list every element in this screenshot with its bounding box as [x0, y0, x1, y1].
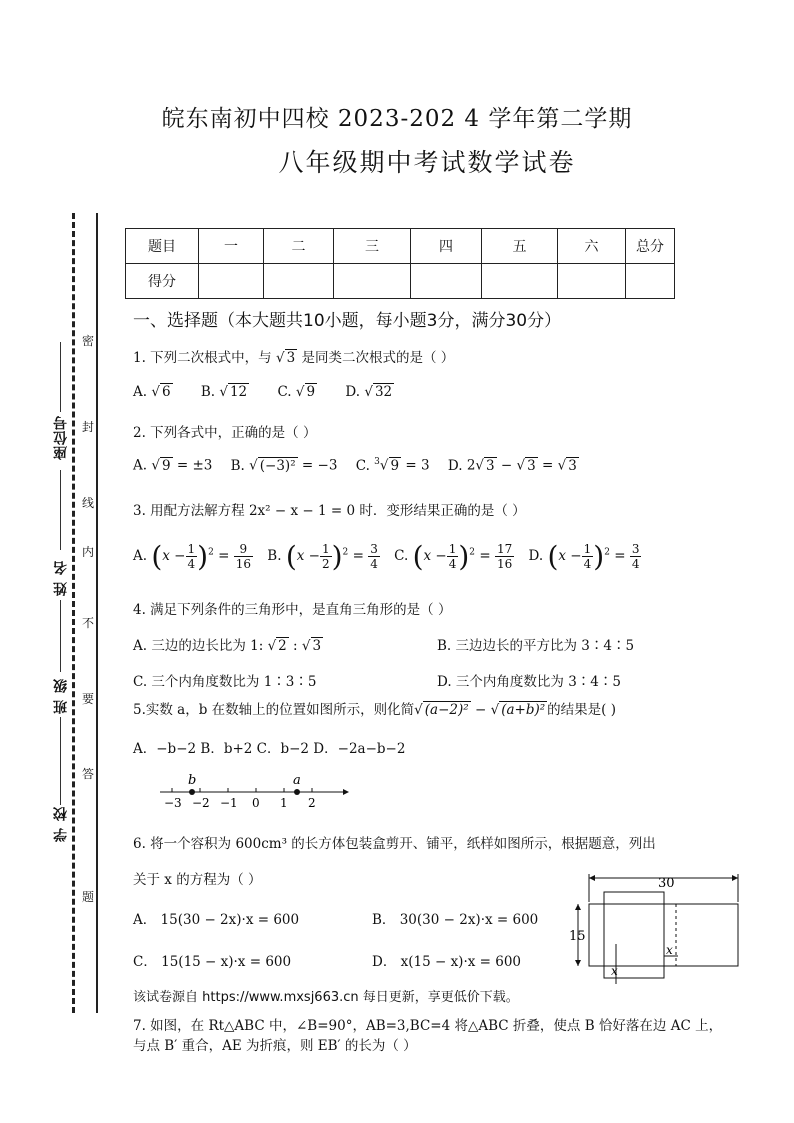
point-b-label: b [188, 773, 197, 788]
score-cell: 一 [199, 229, 264, 264]
q6-option-b: B． 30(30 − 2x)·x = 600 [372, 912, 539, 928]
q5-options: A．−b−2 B．b+2 C．b−2 D．−2a−b−2 [133, 741, 406, 757]
binding-dashed-line [72, 213, 75, 1013]
name-label: 姓 名 [53, 560, 69, 596]
class-blank-line [60, 600, 61, 672]
q3-a-frac [186, 542, 198, 571]
x-label-bottom: x [611, 964, 618, 978]
q2-option-d-eq: = [537, 457, 558, 474]
q4-option-a: A. 三边的边长比为 1: √ 2 : √ 3 [133, 638, 322, 654]
number-line-ticks [164, 788, 316, 810]
section-heading: 一、选择题（本大题共10小题，每小题3分，满分30分） [133, 311, 562, 331]
q4-option-a-rad1: 2 [278, 638, 287, 654]
q2-option-c-label: C. [355, 457, 370, 474]
question-7-line1: 7. 如图，在 Rt△ABC 中，∠B=90°，AB=3,BC=4 将△ABC 折叠，使点 B 恰好落在边 AC 上， [133, 1018, 723, 1034]
q1-option-a-value: 6 [161, 384, 171, 400]
q3-a-eq: = [218, 548, 230, 564]
q3-a-num: 1 [187, 542, 196, 556]
q3-x-minus: x − [558, 548, 582, 564]
q3-a-rd: 16 [235, 557, 251, 571]
q2-option-a-rad: 9 [161, 457, 171, 474]
q3-d-rd: 4 [631, 557, 640, 571]
box-net-figure [566, 872, 756, 997]
question-2: 2. 下列各式中，正确的是（ ） [133, 425, 317, 441]
axis-tick-label: −3 [164, 796, 182, 810]
binding-solid-line [96, 213, 98, 1013]
x-label-right: x [666, 943, 673, 957]
q5-stem-b: 的结果是( ) [547, 702, 616, 718]
seal-char-xian: 线 [82, 496, 95, 510]
q2-option-d-rad2: 3 [527, 457, 536, 474]
score-cell: 题目 [126, 229, 199, 264]
axis-tick-label: 0 [252, 796, 260, 810]
q3-b-den: 2 [321, 557, 330, 571]
q3-d-num: 1 [583, 542, 592, 556]
score-input-cell[interactable] [626, 264, 675, 299]
q4-option-b: B. 三边边长的平方比为 3∶4∶5 [437, 638, 635, 654]
q2-option-a-rest: = ±3 [172, 457, 213, 474]
question-5: 5.实数 a，b 在数轴上的位置如图所示，则化简√ (a−2)² − √ (a+b)² 的结果是( ) [133, 702, 616, 718]
score-cell: 六 [558, 229, 626, 264]
q4-option-a-text: A. 三边的边长比为 1: [133, 638, 268, 654]
question-7-line2: 与点 B′ 重合，AE 为折痕，则 EB′ 的长为（ ） [133, 1038, 417, 1054]
q3-x-minus: x − [423, 548, 447, 564]
height-label-15: 15 [569, 929, 586, 944]
q3-c-sq: 2 [469, 547, 476, 558]
q3-x-minus: x − [162, 548, 186, 564]
q2-option-d-minus: − [496, 457, 517, 474]
q2-option-d-coef: 2 [466, 457, 476, 474]
q5-minus: − [470, 702, 491, 718]
q2-option-d-label: D. [447, 457, 463, 474]
q2-option-b-label: B. [230, 457, 245, 474]
seal-char-yao: 要 [82, 692, 95, 706]
q6-option-d: D． x(15 − x)·x = 600 [372, 954, 522, 970]
q3-c-frac [447, 542, 459, 571]
q1-option-b-value: 12 [229, 384, 248, 400]
q4-option-d: D. 三个内角度数比为 3∶4∶5 [437, 674, 621, 690]
q3-d-rn: 3 [631, 542, 640, 556]
q2-option-b-rad: (−3)² [259, 457, 296, 474]
q1-option-b-label: B. [200, 384, 216, 400]
q1-option-a-label: A. [133, 384, 148, 400]
score-input-cell[interactable] [264, 264, 334, 299]
name-blank-line [60, 470, 61, 550]
school-term-title: 皖东南初中四校 2023-202 4 学年第二学期 [161, 106, 633, 132]
sqrt-symbol: √ [275, 350, 285, 366]
seal-char-mi: 密 [82, 334, 95, 348]
q3-a-rhs [234, 542, 253, 571]
q3-option-b-label: B. [267, 548, 282, 564]
q6-option-a: A． 15(30 − 2x)·x = 600 [133, 912, 300, 928]
q3-option-c-label: C. [394, 548, 409, 564]
width-label-30: 30 [658, 876, 675, 891]
q4-option-a-rad2: 3 [312, 638, 322, 654]
q3-option-a-label: A. [133, 548, 148, 564]
q2-option-a-label: A. [133, 457, 148, 474]
q5-rad2: (a+b)² [501, 702, 546, 718]
q2-option-c-index: 3 [374, 457, 380, 467]
score-cell: 得分 [126, 264, 199, 299]
school-blank-line [60, 717, 61, 805]
seal-char-ti: 题 [82, 890, 95, 904]
point-a-label: a [293, 773, 301, 788]
seat-number-label: 座位号 [53, 415, 69, 460]
q3-c-eq: = [479, 548, 491, 564]
score-cell: 总分 [626, 229, 675, 264]
q6-option-c: C． 15(15 − x)·x = 600 [133, 954, 292, 970]
q3-option-d-label: D. [528, 548, 544, 564]
seal-char-bu: 不 [82, 616, 95, 630]
score-input-cell[interactable] [334, 264, 411, 299]
class-label: 班 级 [53, 678, 69, 714]
q3-c-num: 1 [448, 542, 457, 556]
score-cell: 二 [264, 229, 334, 264]
axis-tick-label: −2 [192, 796, 210, 810]
exam-title [0, 143, 794, 179]
q3-d-sq: 2 [604, 547, 610, 558]
score-table [125, 228, 675, 299]
score-cell: 五 [482, 229, 558, 264]
point-b-dot [189, 789, 195, 795]
q2-option-b-rest: = −3 [297, 457, 338, 474]
q3-a-rn: 9 [234, 542, 253, 557]
axis-tick-label: −1 [220, 796, 238, 810]
q3-c-rd: 16 [496, 557, 513, 571]
q3-a-den: 4 [187, 557, 196, 571]
score-input-cell[interactable] [199, 264, 264, 299]
question-3: 3. 用配方法解方程 2x² − x − 1 = 0 时．变形结果正确的是（ ） [133, 503, 526, 519]
q3-x-minus: x − [296, 548, 320, 564]
q4-option-c: C. 三个内角度数比为 1∶3∶5 [133, 674, 317, 690]
q2-option-d-rad3: 3 [568, 457, 577, 474]
q1-stem-b: 是同类二次根式的是（ ） [301, 350, 455, 366]
q1-radicand: 3 [286, 350, 296, 366]
q2-option-c-rad: 9 [390, 457, 400, 474]
number-line-arrow [343, 789, 349, 795]
score-input-cell[interactable] [482, 264, 558, 299]
q1-option-d-value: 32 [374, 384, 393, 400]
q3-b-sq: 2 [342, 547, 349, 558]
q3-b-frac [320, 542, 332, 571]
question-6-line2: 关于 x 的方程为（ ） [133, 872, 262, 888]
q3-d-rhs [630, 542, 642, 571]
q3-b-rd: 4 [370, 557, 378, 571]
source-site-line: 该试卷源自 https://www.mxsj663.cn 每日更新，享更低价下载。 [133, 990, 519, 1005]
score-cell: 四 [411, 229, 482, 264]
q4-option-a-sep: : [288, 638, 302, 654]
exam-title-text: 八年级期中考试数学试卷 [278, 148, 576, 177]
number-line-figure [155, 770, 350, 812]
q3-c-rn: 17 [496, 542, 513, 556]
q3-d-den: 4 [583, 557, 592, 571]
point-a-dot [294, 789, 300, 795]
question-4: 4. 满足下列条件的三角形中，是直角三角形的是（ ） [133, 602, 452, 618]
axis-tick-label: 2 [308, 796, 316, 810]
score-cell: 三 [334, 229, 411, 264]
q2-option-c-rest: = 3 [401, 457, 430, 474]
q1-stem-a: 1. 下列二次根式中，与 [133, 350, 272, 366]
seal-char-feng: 封 [82, 420, 95, 434]
q3-b-eq: = [352, 548, 364, 564]
question-6: 6. 将一个容积为 600cm³ 的长方体包装盒剪开、铺平，纸样如图所示，根据题意，列出 [133, 836, 656, 852]
q3-a-sq: 2 [208, 547, 214, 558]
q2-option-d-rad1: 3 [486, 457, 495, 474]
seat-blank-line [60, 342, 61, 412]
q5-stem-a: 5.实数 a，b 在数轴上的位置如图所示，则化简 [133, 702, 415, 718]
score-input-cell[interactable] [411, 264, 482, 299]
seal-char-nei: 内 [82, 545, 95, 559]
seal-char-da: 答 [82, 767, 95, 781]
q3-b-rhs [368, 542, 380, 571]
axis-tick-label: 1 [280, 796, 288, 810]
score-table-score-row [126, 264, 675, 299]
score-table-header-row [126, 229, 675, 264]
q3-b-rn: 3 [370, 542, 378, 556]
q1-option-c-label: C. [277, 384, 292, 400]
question-1-options: A. √ 6 B. √ 12 C. √ 9 D. √ 32 [133, 384, 393, 400]
question-1 [133, 346, 454, 366]
question-3-options: A. (x − $\frac{1}{4}$ )$^2$ = $\frac{9}{16}$ B. (x − $\frac{1}{2}$ )$^2$ = $\frac{3}{4}$ C. (x − $\frac{1}{4}$ )$^2$ = $\frac{17}{16}$ D. (x − $\frac{1}{4}$ )$^2$ = $\frac{3}{4}$ [133, 540, 640, 573]
q3-d-frac [582, 542, 594, 571]
score-input-cell[interactable] [558, 264, 626, 299]
q3-c-rhs [495, 542, 514, 571]
q3-d-eq: = [614, 548, 626, 564]
q3-c-den: 4 [448, 557, 457, 571]
q5-rad1: (a−2)² [424, 702, 469, 718]
q1-option-d-label: D. [345, 384, 361, 400]
question-2-options: A. √ 9 = ±3 B. √ (−3)² = −3 C. $^3$√ 9 = 3 D. 2√ 3 − √ 3 = √ 3 [133, 457, 577, 474]
q1-option-c-value: 9 [306, 384, 316, 400]
school-label: 学 校 [53, 806, 69, 842]
q3-b-num: 1 [321, 542, 330, 556]
